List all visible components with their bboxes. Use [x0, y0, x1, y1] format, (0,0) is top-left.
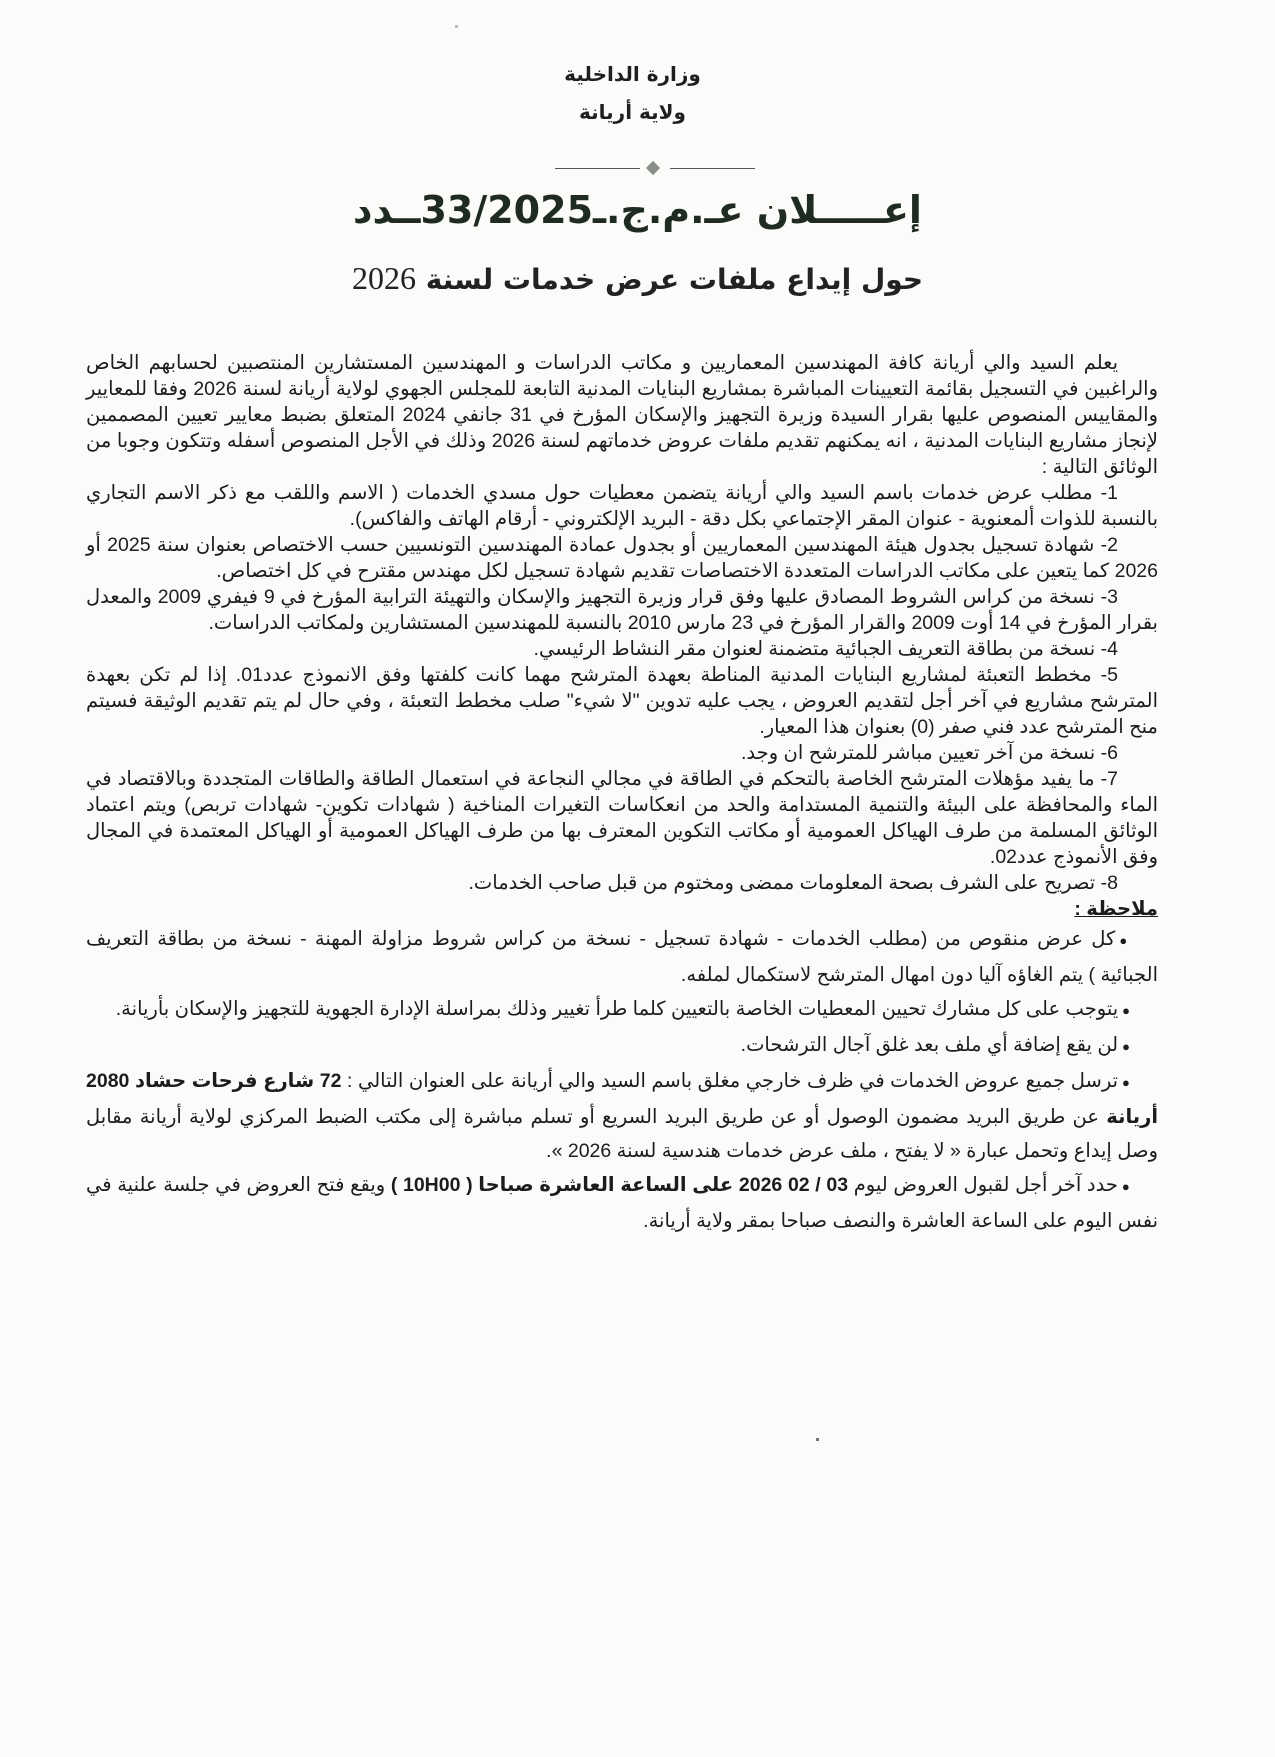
- deadline-text-continued: ويقع فتح العروض في جلسة علنية في نفس اليوم على الساعة العاشرة والنصف صباحا بمقر ولاية أريانة.: [86, 1174, 1158, 1232]
- list-item: 8- تصريح على الشرف بصحة المعلومات ممضى ومختوم من قبل صاحب الخدمات.: [468, 872, 1118, 894]
- ministry-name: وزارة الداخلية: [564, 62, 701, 86]
- ornamental-divider: [555, 163, 755, 173]
- divider-line-right: [670, 168, 755, 169]
- list-item: 3- نسخة من كراس الشروط المصادق عليها وفق قرار وزيرة التجهيز والإسكان والتهيئة الترابية المؤرخ في 9 فيفري 2009 والمعدل بقرار المؤرخ في 14 أوت 2009 والقرار المؤرخ في 23 مارس 2010 بالنسبة للمهندسين المستشارين ولمكاتب الدراسات.: [86, 586, 1158, 634]
- announcement-title: إعـــــلان عـ.م.ج.ـ33/2025ــدد: [353, 188, 922, 232]
- note-bullet: ● يتوجب على كل مشارك تحيين المعطيات الخاصة بالتعيين كلما طرأ تغيير وذلك بمراسلة الإدارة الجهوية للتجهيز والإسكان بأريانة.: [86, 992, 1158, 1028]
- submission-address: 72 شارع فرحات حشاد 2080 أريانة: [86, 1070, 1158, 1128]
- scan-speck: [455, 25, 458, 28]
- scan-speck: [816, 1438, 819, 1441]
- note-bullet: ● كل عرض منقوص من (مطلب الخدمات - شهادة تسجيل - نسخة من كراس شروط مزاولة المهنة - نسخة من بطاقة التعريف الجبائية ) يتم الغاؤه آليا دون امهال المترشح لاستكمال لملفه.: [86, 922, 1158, 992]
- note-bullet-submission: [86, 1064, 1158, 1168]
- subtitle-text: حول إيداع ملفات عرض خدمات لسنة: [425, 263, 924, 296]
- list-item: 5- مخطط التعبئة لمشاريع البنايات المدنية المناطة بعهدة المترشح مهما كانت كلفتها وفق الانموذج عدد01. إذا لم تكن بعهدة المترشح مشاريع في آخر أجل لتقديم العروض ، يجب عليه تدوين "لا شيء" صلب مخطط التعبئة ، وفي حال لم يتم تقديم الوثيقة فسيتم منح المترشح عدد فني صفر (0) بعنوان هذا المعيار.: [86, 664, 1158, 738]
- deadline-text: حدد آخر أجل لقبول العروض ليوم: [848, 1174, 1118, 1196]
- note-bullet-deadline: [86, 1168, 1158, 1238]
- list-item: 1- مطلب عرض خدمات باسم السيد والي أريانة يتضمن معطيات حول مسدي الخدمات ( الاسم واللقب مع ذكر الاسم التجاري بالنسبة للذوات ألمعنوية - عنوان المقر الإجتماعي بكل دقة - البريد الإلكتروني - أرقام الهاتف والفاكس).: [86, 482, 1158, 530]
- diamond-ornament-icon: [646, 161, 660, 175]
- list-item: 6- نسخة من آخر تعيين مباشر للمترشح ان وجد.: [741, 742, 1118, 764]
- deadline-date-time: 03 / 02 2026 على الساعة العاشرة صباحا ( 10H00 ): [390, 1174, 849, 1196]
- list-item: 2- شهادة تسجيل بجدول هيئة المهندسين المعماريين أو بجدول عمادة المهندسين التونسيين حسب الاختصاص بعنوان سنة 2025 أو 2026 كما يتعين على مكاتب الدراسات المتعددة الاختصاصات تقديم شهادة تسجيل لكل مهندس مقترح في كل اختصاص.: [86, 534, 1158, 582]
- intro-paragraph: يعلم السيد والي أريانة كافة المهندسين المعماريين و مكاتب الدراسات و المهندسين المستشارين المنتصبين لحسابهم الخاص والراغبين في التسجيل بقائمة التعيينات المباشرة بمشاريع البنايات المدنية التابعة للمجلس الجهوي لولاية أريانة لسنة 2026 وفقا للمعايير والمقاييس المنصوص عليها بقرار السيدة وزيرة التجهيز والإسكان المؤرخ في 31 جانفي 2024 المتعلق بضبط معايير تعيين المصممين لإنجاز مشاريع البنايات المدنية ، انه يمكنهم تقديم ملفات عروض خدماتهم لسنة 2026 وذلك في الأجل المنصوص أسفله وتتكون وجوبا من الوثائق التالية :: [86, 352, 1158, 478]
- submission-text-continued: عن طريق البريد مضمون الوصول أو عن طريق البريد السريع أو تسلم مباشرة إلى مكتب الضبط المركزي لولاية أريانة مقابل وصل إيداع وتحمل عبارة « لا يفتح ، ملف عرض خدمات هندسية لسنة 2026 ».: [86, 1106, 1158, 1162]
- list-item: 7- ما يفيد مؤهلات المترشح الخاصة بالتحكم في الطاقة في مجالي النجاعة في استعمال الطاقة والطاقات المتجددة وبالاقتصاد في الماء والمحافظة على البيئة والتنمية المستدامة والحد من انعكاسات التغيرات المناخية ( شهادات تكوين- شهادات تربص) ويتم اعتماد الوثائق المسلمة من طرف الهياكل العمومية أو مكاتب التكوين المعترف بها من طرف الهياكل العمومية أو الهياكل المعتمدة في المجال وفق الأنموذج عدد02.: [86, 768, 1158, 868]
- announcement-body: [86, 350, 1158, 1238]
- submission-text: ترسل جميع عروض الخدمات في ظرف خارجي مغلق باسم السيد والي أريانة على العنوان التالي :: [341, 1070, 1119, 1092]
- letterhead: [0, 55, 1275, 131]
- divider-line-left: [555, 168, 640, 169]
- governorate-name: ولاية أريانة: [579, 100, 686, 124]
- subtitle-year: 2026: [351, 260, 416, 296]
- notes-heading: ملاحظة :: [1074, 898, 1158, 920]
- note-bullet: ● لن يقع إضافة أي ملف بعد غلق آجال الترشحات.: [86, 1028, 1158, 1064]
- list-item: 4- نسخة من بطاقة التعريف الجبائية متضمنة لعنوان مقر النشاط الرئيسي.: [533, 638, 1118, 660]
- announcement-subtitle: [0, 260, 1275, 297]
